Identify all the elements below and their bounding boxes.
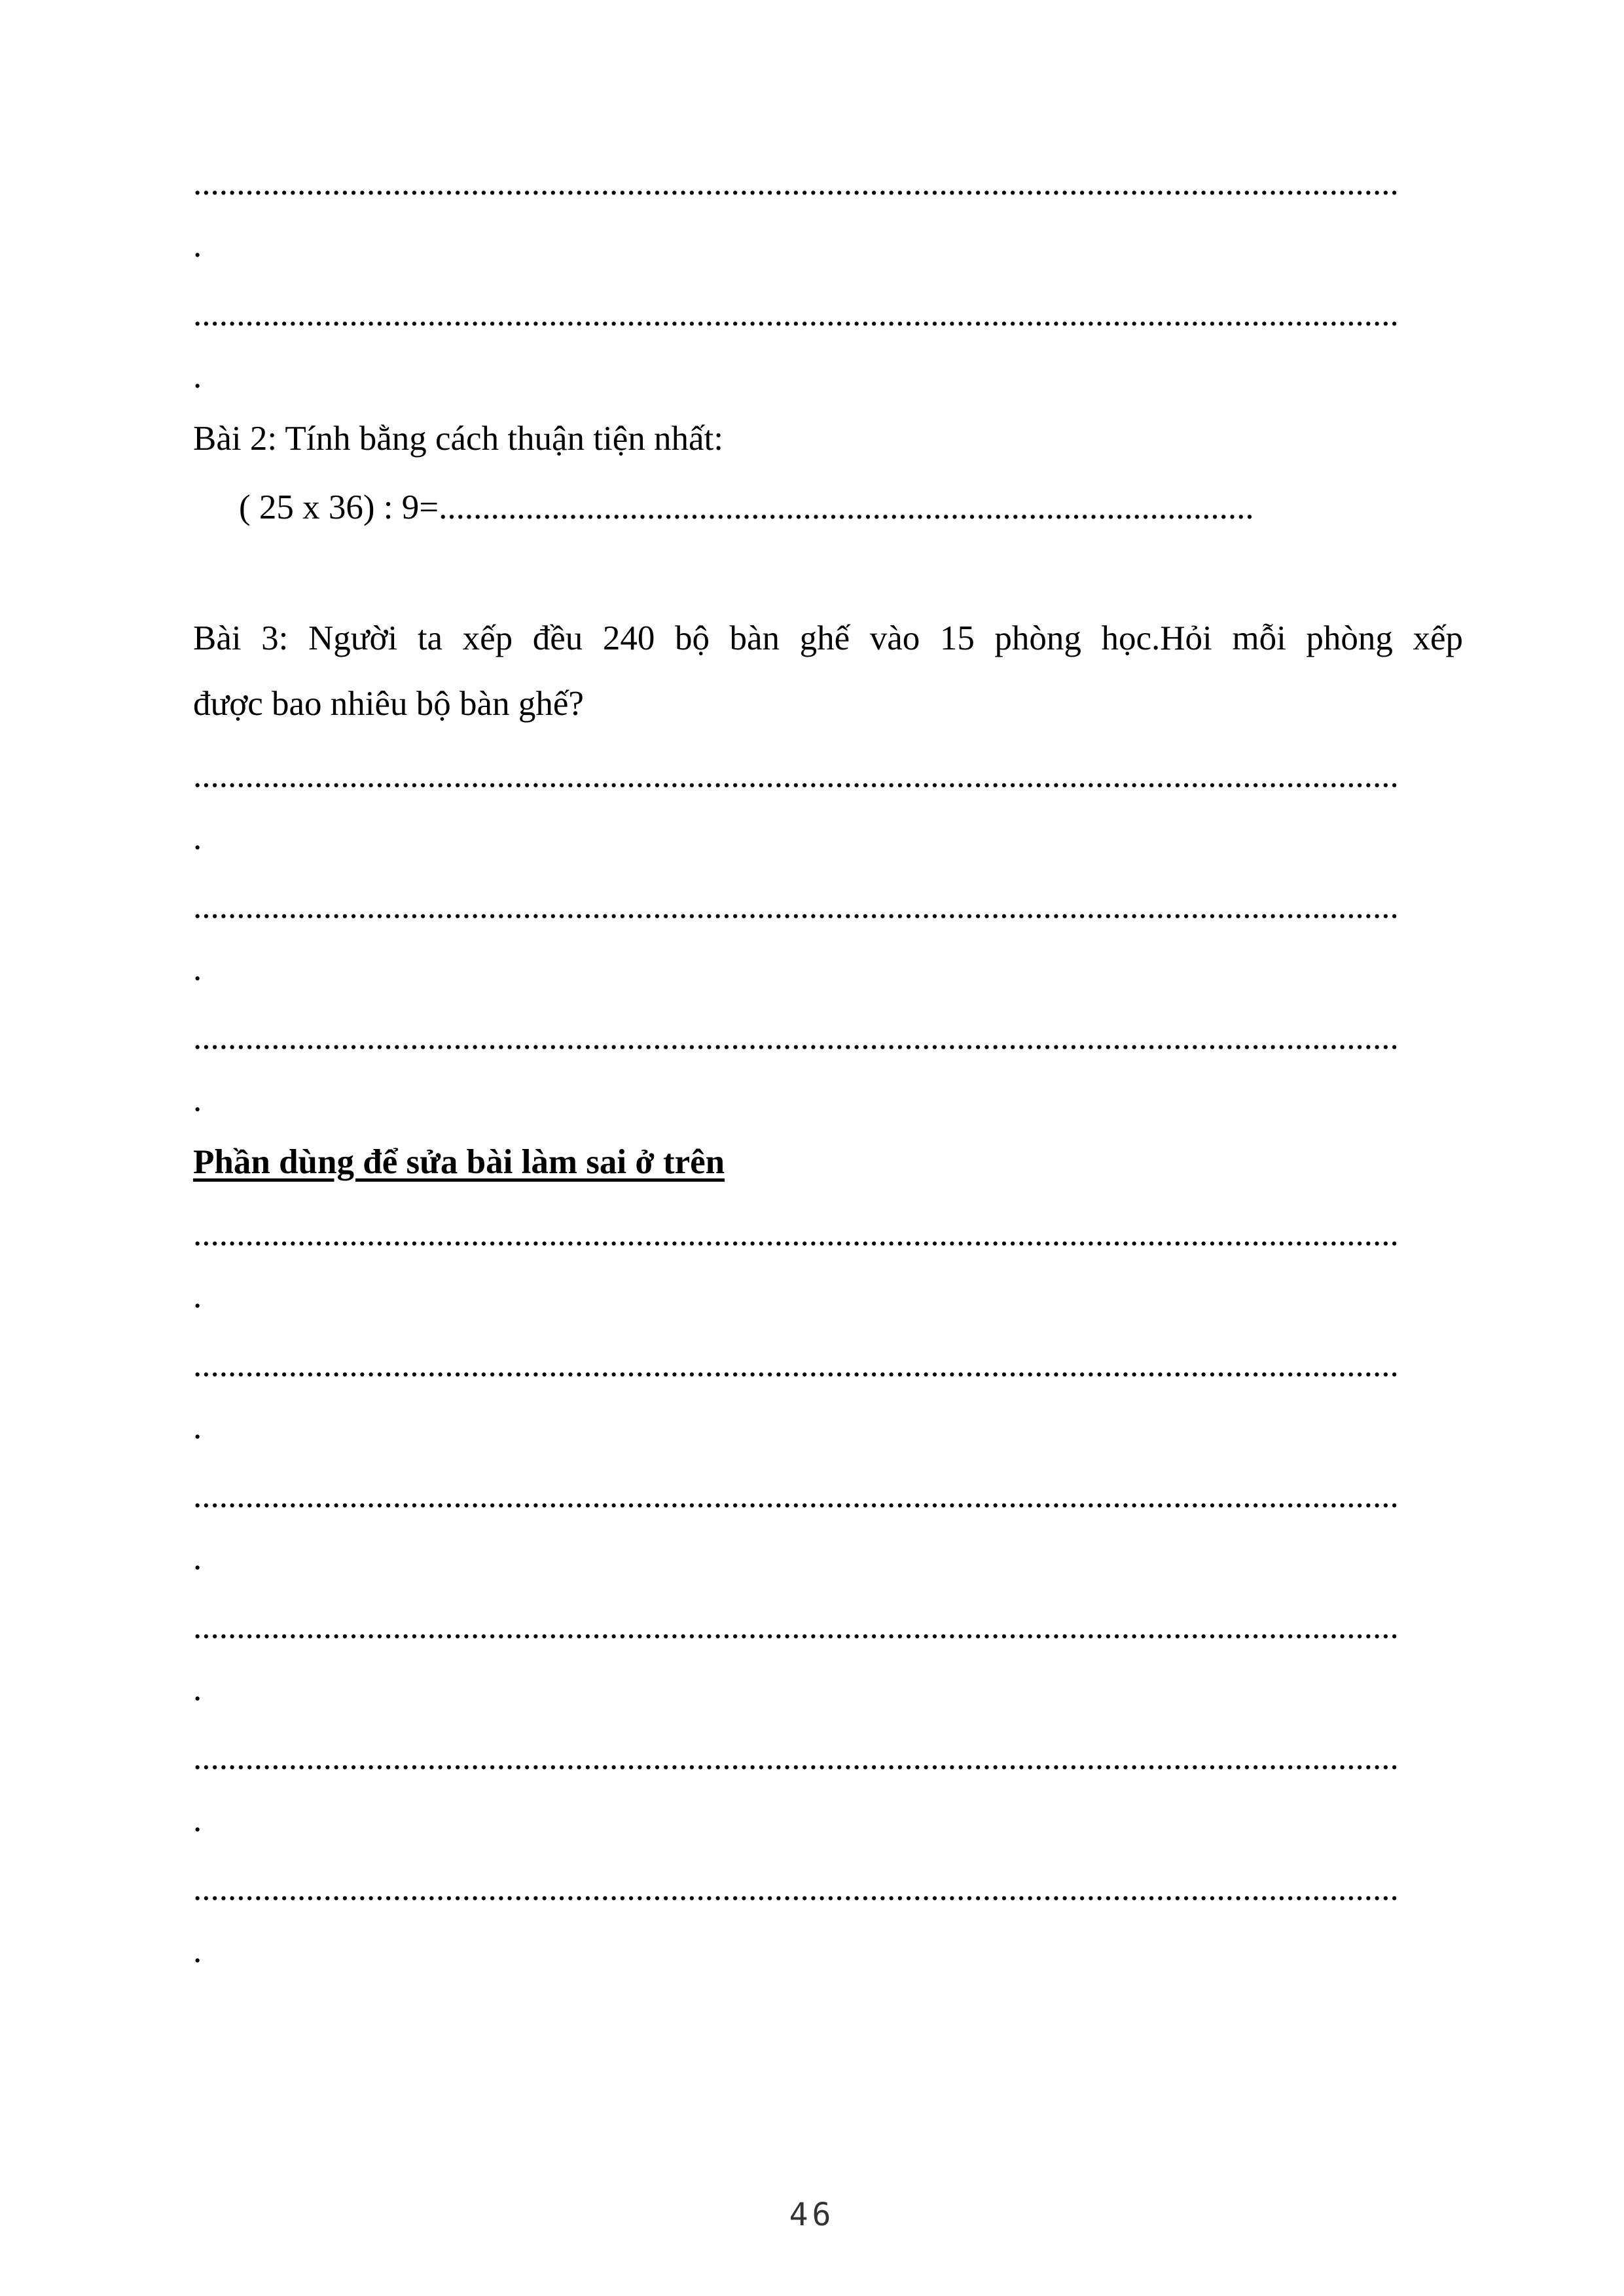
answer-dot-line: ...........................................................................................................................................	[193, 295, 1399, 333]
correction-dot-tail: .	[193, 1277, 202, 1315]
answer-dot-tail: .	[193, 227, 202, 264]
exercise-2-expression: ( 25 x 36) : 9=	[239, 488, 439, 526]
correction-dot-tail: .	[193, 1670, 202, 1708]
correction-dot-tail: .	[193, 1408, 202, 1446]
answer-dot-tail: .	[193, 819, 202, 857]
correction-dot-tail: .	[193, 1801, 202, 1839]
correction-dot-tail: .	[193, 1539, 202, 1577]
correction-dot-tail: .	[193, 1932, 202, 1970]
exercise-2-title: Bài 2: Tính bằng cách thuận tiện nhất:	[193, 420, 724, 458]
answer-dot-line: ...........................................................................................................................................	[193, 757, 1399, 795]
answer-dot-tail: .	[193, 950, 202, 988]
correction-dot-line: ...........................................................................................................................................	[193, 1608, 1399, 1646]
page-number: 46	[789, 2196, 835, 2233]
correction-dot-line: ...........................................................................................................................................	[193, 1739, 1399, 1777]
exercise-3-question-line-1: Bài 3: Người ta xếp đều 240 bộ bàn ghế vào 15 phòng học.Hỏi mỗi phòng xếp	[193, 619, 1463, 657]
answer-dot-line: ...........................................................................................................................................	[193, 164, 1399, 202]
answer-dot-line: ...........................................................................................................................................	[193, 1019, 1399, 1057]
exercise-3-question-line-2: được bao nhiêu bộ bàn ghế?	[193, 685, 584, 723]
exercise-2-answer-dots: ..............................................................................................	[439, 488, 1254, 526]
correction-dot-line: ...........................................................................................................................................	[193, 1346, 1399, 1384]
answer-dot-tail: .	[193, 357, 202, 395]
answer-dot-line: ...........................................................................................................................................	[193, 888, 1399, 926]
correction-dot-line: ...........................................................................................................................................	[193, 1477, 1399, 1515]
answer-dot-tail: .	[193, 1081, 202, 1119]
correction-dot-line: ...........................................................................................................................................	[193, 1215, 1399, 1253]
correction-dot-line: ...........................................................................................................................................	[193, 1870, 1399, 1908]
exercise-2-expression-line	[239, 488, 1463, 527]
correction-heading: Phần dùng để sửa bài làm sai ở trên	[193, 1143, 725, 1181]
